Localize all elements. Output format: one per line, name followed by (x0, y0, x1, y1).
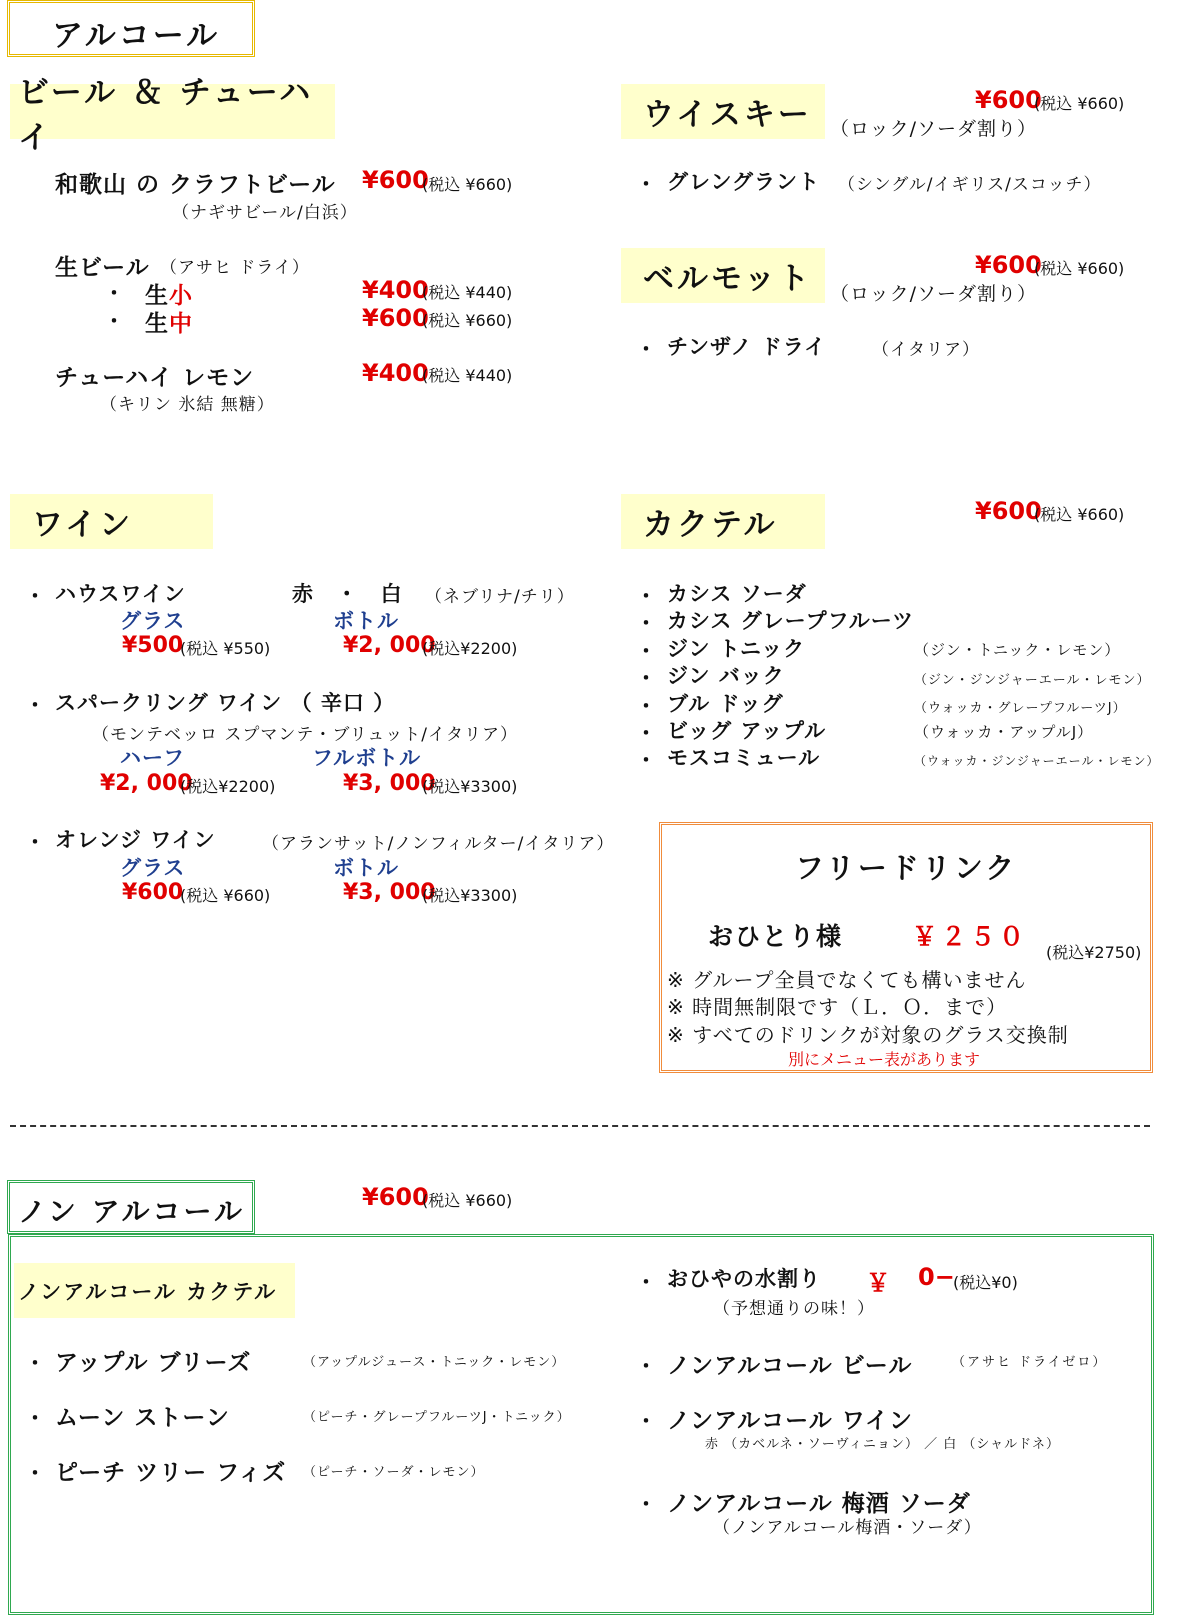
draft-beer-note: （アサヒ ドライ） (160, 258, 310, 278)
na-wine-note: 赤 （カベルネ・ソーヴィニョン） ／ 白 （シャルドネ） (705, 1437, 1060, 1452)
bullet: ・ (636, 666, 656, 690)
na-cocktail-note: （アップルジュース・トニック・レモン） (303, 1355, 566, 1370)
free-drink-per-person: おひとり様 (708, 922, 844, 951)
bullet: ・ (636, 1270, 656, 1294)
cocktail-header: カクテル (621, 494, 825, 549)
house-bottle-tax: (税込¥2200) (422, 639, 518, 658)
bullet: ・ (636, 1409, 656, 1433)
non-alcohol-price: ¥600 (362, 1183, 429, 1211)
orange-bottle-label: ボトル (333, 856, 399, 880)
cocktail-name: モスコミュール (667, 746, 821, 770)
chuhai-name: チューハイ レモン (55, 365, 255, 391)
draft-small-price: ¥400 (362, 276, 429, 304)
whisky-style: （ロック/ソーダ割り） (830, 118, 1038, 140)
cocktail-name: カシス グレープフルーツ (667, 609, 914, 633)
na-cocktail-name: ムーン ストーン (55, 1405, 230, 1431)
vermouth-item: チンザノ ドライ (667, 335, 827, 359)
chuhai-tax: (税込 ¥440) (422, 366, 513, 385)
na-cocktail-name: アップル ブリーズ (55, 1350, 252, 1376)
vermouth-tax: (税込 ¥660) (1034, 259, 1125, 278)
water-yen: ￥ (866, 1269, 890, 1297)
draft-small-size: 小 (169, 283, 193, 309)
bullet: ・ (25, 1461, 45, 1485)
cocktail-name: ビッグ アップル (667, 719, 827, 743)
water-note: （予想通りの味！） (713, 1299, 875, 1319)
cocktail-note: （ウォッカ・アップルJ） (914, 723, 1094, 741)
house-bottle-price: ¥2, 000 (343, 633, 436, 658)
water-name: おひやの水割り (667, 1267, 821, 1291)
cocktail-note: （ウォッカ・ジンジャーエール・レモン） (914, 754, 1160, 768)
free-drink-note: ※ すべてのドリンクが対象のグラス交換制 (667, 1023, 1069, 1047)
na-beer-name: ノンアルコール ビール (667, 1353, 913, 1379)
page-title: アルコール (52, 18, 221, 54)
beer-header: ビール ＆ チューハイ (10, 84, 335, 139)
draft-small-tax: (税込 ¥440) (422, 283, 513, 302)
bullet: ・ (636, 1354, 656, 1378)
draft-medium-price: ¥600 (362, 304, 429, 332)
draft-medium-tax: (税込 ¥660) (422, 311, 513, 330)
draft-medium-name (145, 305, 193, 338)
bullet: ・ (636, 1492, 656, 1516)
cocktail-price: ¥600 (975, 497, 1042, 525)
free-drink-title: フリードリンク (795, 851, 1018, 885)
sparkling-full-price: ¥3, 000 (343, 771, 436, 796)
craft-beer-note: （ナギサビール/白浜） (172, 203, 358, 223)
bullet: ・ (636, 172, 656, 196)
water-tax: (税込¥0) (953, 1273, 1018, 1292)
whisky-header: ウイスキー (621, 84, 825, 139)
bullet: ・ (25, 584, 45, 608)
bullet: ・ (636, 639, 656, 663)
free-drink-tax: (税込¥2750) (1046, 943, 1142, 962)
vermouth-item-note: （イタリア） (872, 340, 980, 360)
orange-glass-tax: (税込 ¥660) (180, 886, 271, 905)
na-cocktail-note: （ピーチ・ソーダ・レモン） (303, 1465, 485, 1480)
bullet: ・ (636, 748, 656, 772)
cocktail-tax: (税込 ¥660) (1034, 505, 1125, 524)
chuhai-price: ¥400 (362, 359, 429, 387)
house-glass-tax: (税込 ¥550) (180, 639, 271, 658)
orange-glass-label: グラス (120, 856, 186, 880)
house-wine-name: ハウスワイン (55, 582, 186, 606)
water-price: 0− (918, 1263, 955, 1291)
wine-header: ワイン (10, 494, 213, 549)
na-beer-note: （アサヒ ドライゼロ） (952, 1355, 1108, 1370)
bullet: ・ (25, 1351, 45, 1375)
house-wine-colors: 赤 ・ 白 (292, 582, 410, 606)
craft-beer-name: 和歌山 の クラフトビール (55, 172, 336, 198)
cocktail-name: カシス ソーダ (667, 582, 807, 606)
bullet: ・ (636, 721, 656, 745)
na-umeshu-note: （ノンアルコール梅酒・ソーダ） (713, 1518, 982, 1538)
sparkling-half-label: ハーフ (120, 746, 185, 770)
vermouth-price: ¥600 (975, 251, 1042, 279)
whisky-price: ¥600 (975, 86, 1042, 114)
draft-medium-size: 中 (169, 311, 193, 337)
na-cocktail-name: ピーチ ツリー フィズ (55, 1460, 287, 1486)
draft-medium-prefix: 生 (145, 311, 169, 337)
na-cocktail-note: （ピーチ・グレープフルーツJ・トニック） (303, 1410, 571, 1425)
house-wine-note: （ネブリナ/チリ） (425, 587, 575, 607)
orange-bottle-price: ¥3, 000 (343, 880, 436, 905)
house-glass-price: ¥500 (122, 633, 184, 658)
cocktail-note: （ウォッカ・グレープフルーツJ） (914, 701, 1127, 716)
sparkling-half-price: ¥2, 000 (100, 771, 193, 796)
sparkling-half-tax: (税込¥2200) (180, 777, 276, 796)
cocktail-note: （ジン・ジンジャーエール・レモン） (914, 673, 1151, 688)
craft-beer-tax: (税込 ¥660) (422, 175, 513, 194)
non-alcohol-cocktail-header: ノンアルコール カクテル (14, 1263, 295, 1318)
bullet: ・ (25, 693, 45, 717)
house-bottle-label: ボトル (333, 609, 399, 633)
bullet: ・ (636, 611, 656, 635)
bullet: ・ (25, 830, 45, 854)
bullet: ・ (636, 694, 656, 718)
free-drink-note: ※ 時間無制限です（Ｌ．Ｏ．まで） (667, 995, 1008, 1019)
na-wine-name: ノンアルコール ワイン (667, 1408, 914, 1434)
sparkling-wine-name: スパークリング ワイン （ 辛口 ） (55, 691, 396, 715)
orange-wine-note: （アランサット/ノンフィルター/イタリア） (262, 834, 615, 854)
bullet: ・ (636, 584, 656, 608)
vermouth-header: ベルモット (621, 248, 825, 303)
free-drink-price: ￥２５０ (912, 922, 1029, 951)
sparkling-full-label: フルボトル (312, 746, 422, 770)
orange-wine-name: オレンジ ワイン (55, 828, 216, 852)
bullet: ・ (25, 1406, 45, 1430)
section-divider (10, 1125, 1150, 1127)
na-umeshu-name: ノンアルコール 梅酒 ソーダ (667, 1491, 971, 1517)
cocktail-name: ジン トニック (667, 637, 806, 661)
whisky-item: グレングラント (667, 170, 821, 194)
sparkling-wine-note: （モンテベッロ スプマンテ・ブリュット/イタリア） (92, 725, 518, 745)
orange-glass-price: ¥600 (122, 880, 184, 905)
bullet: ・ (104, 281, 124, 305)
cocktail-note: （ジン・トニック・レモン） (914, 641, 1121, 659)
free-drink-note: ※ グループ全員でなくても構いません (667, 968, 1027, 992)
house-glass-label: グラス (120, 609, 186, 633)
whisky-tax: (税込 ¥660) (1034, 94, 1125, 113)
draft-small-prefix: 生 (145, 283, 169, 309)
cocktail-name: ジン バック (667, 664, 785, 688)
cocktail-name: ブル ドッグ (667, 692, 784, 716)
orange-bottle-tax: (税込¥3300) (422, 886, 518, 905)
draft-beer-name: 生ビール (55, 255, 150, 281)
bullet: ・ (636, 337, 656, 361)
chuhai-note: （キリン 氷結 無糖） (100, 395, 275, 415)
whisky-item-note: （シングル/イギリス/スコッチ） (838, 175, 1102, 195)
bullet: ・ (104, 309, 124, 333)
free-drink-menu-note: 別にメニュー表があります (788, 1050, 981, 1069)
craft-beer-price: ¥600 (362, 166, 429, 194)
non-alcohol-title: ノン アルコール (18, 1195, 245, 1228)
vermouth-style: （ロック/ソーダ割り） (830, 283, 1038, 305)
non-alcohol-tax: (税込 ¥660) (422, 1191, 513, 1210)
sparkling-full-tax: (税込¥3300) (422, 777, 518, 796)
